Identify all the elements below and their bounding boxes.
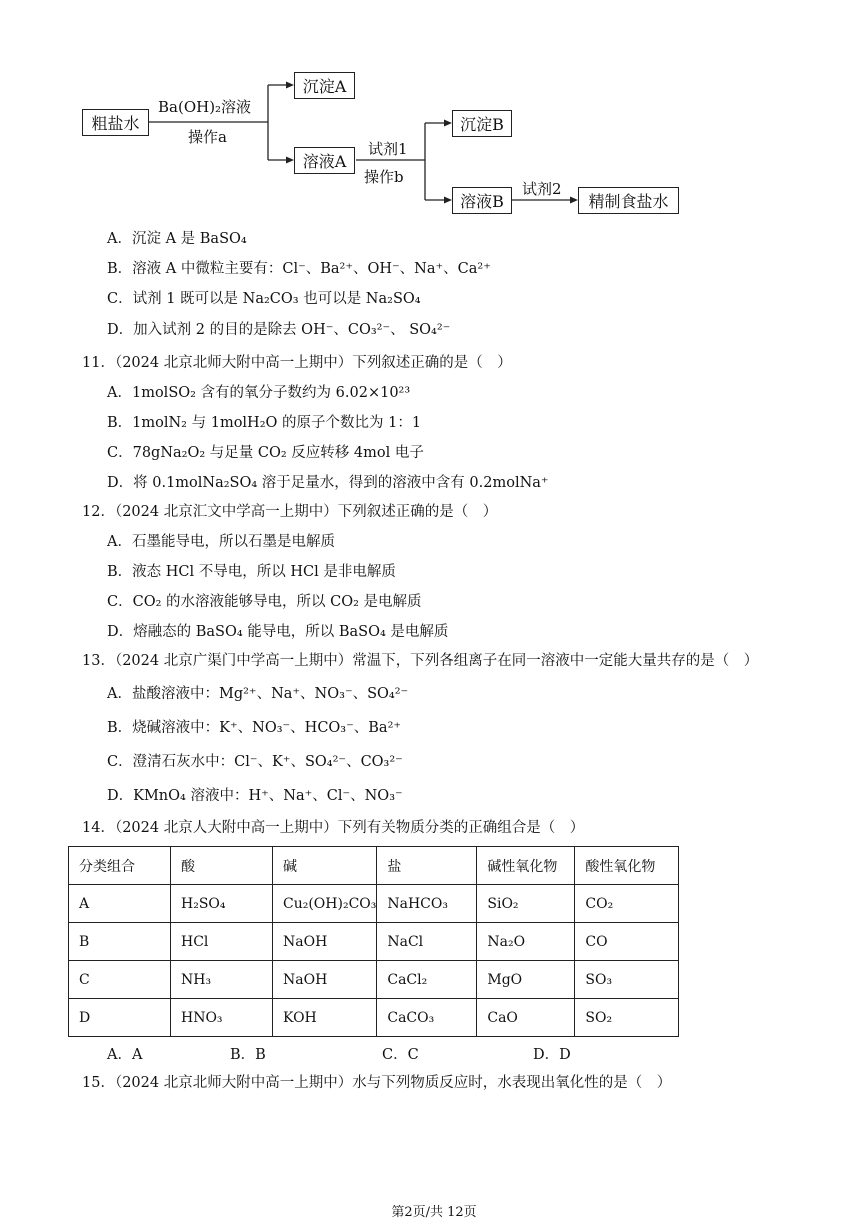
table-row <box>69 999 679 1037</box>
precip-b-label: 沉淀B <box>460 115 504 134</box>
q12-stem: 12．（2024 北京汇文中学高一上期中）下列叙述正确的是（ ） <box>82 504 498 520</box>
start-box <box>82 109 149 136</box>
final-label: 精制食盐水 <box>588 192 669 211</box>
table-cell: CaO <box>477 999 575 1037</box>
q14-stem: 14．（2024 北京人大附中高一上期中）下列有关物质分类的正确组合是（ ） <box>82 820 585 836</box>
table-header-cell: 盐 <box>377 847 477 885</box>
table-cell: SO₃ <box>575 961 679 999</box>
table-cell: SiO₂ <box>477 885 575 923</box>
table-row <box>69 885 679 923</box>
mid-reagent-label: 试剂1 <box>368 140 408 158</box>
table-cell: CO₂ <box>575 885 679 923</box>
q11-option-d: D．将 0.1molNa₂SO₄ 溶于足量水，得到的溶液中含有 0.2molNa⁺ <box>107 475 549 491</box>
table-cell: KOH <box>273 999 377 1037</box>
table-header-cell: 分类组合 <box>69 847 171 885</box>
table-cell: NaOH <box>273 961 377 999</box>
top-op-label: 操作a <box>188 128 227 146</box>
q10-option-b: B．溶液 A 中微粒主要有：Cl⁻、Ba²⁺、OH⁻、Na⁺、Ca²⁺ <box>107 261 491 277</box>
q12-option-d: D．熔融态的 BaSO₄ 能导电，所以 BaSO₄ 是电解质 <box>107 624 449 640</box>
table-header-cell: 碱 <box>273 847 377 885</box>
page-footer: 第2页/共 12页 <box>391 1205 477 1220</box>
table-cell: HCl <box>171 923 273 961</box>
q13-option-d: D．KMnO₄ 溶液中：H⁺、Na⁺、Cl⁻、NO₃⁻ <box>107 788 403 804</box>
table-cell: B <box>69 923 171 961</box>
table-row <box>69 923 679 961</box>
q14-answer-c: C．C <box>382 1047 419 1063</box>
q14-answer-a: A．A <box>107 1047 143 1063</box>
q14-answer-d: D．D <box>533 1047 571 1063</box>
table-cell: MgO <box>477 961 575 999</box>
sol-b-label: 溶液B <box>460 192 504 211</box>
top-reagent-label: Ba(OH)₂溶液 <box>158 98 252 116</box>
mid-op-label: 操作b <box>364 168 404 186</box>
table-header-cell: 碱性氧化物 <box>477 847 575 885</box>
q12-option-c: C．CO₂ 的水溶液能够导电，所以 CO₂ 是电解质 <box>107 594 422 610</box>
table-cell: HNO₃ <box>171 999 273 1037</box>
table-cell: CO <box>575 923 679 961</box>
table-cell: C <box>69 961 171 999</box>
table-cell: NH₃ <box>171 961 273 999</box>
q13-stem: 13．（2024 北京广渠门中学高一上期中）常温下，下列各组离子在同一溶液中一定能大量共存的是（ ） <box>82 653 759 669</box>
table-cell: H₂SO₄ <box>171 885 273 923</box>
reagent2-label: 试剂2 <box>522 180 562 198</box>
q10-option-d: D．加入试剂 2 的目的是除去 OH⁻、CO₃²⁻、 SO₄²⁻ <box>107 322 451 338</box>
table-cell: CaCO₃ <box>377 999 477 1037</box>
q14-answer-b: B．B <box>230 1047 266 1063</box>
table-cell: SO₂ <box>575 999 679 1037</box>
sol-a-label: 溶液A <box>302 152 347 171</box>
q12-option-b: B．液态 HCl 不导电，所以 HCl 是非电解质 <box>107 564 396 580</box>
q13-option-a: A．盐酸溶液中：Mg²⁺、Na⁺、NO₃⁻、SO₄²⁻ <box>107 686 409 702</box>
precip-a-box <box>294 72 355 99</box>
table-header-cell: 酸 <box>171 847 273 885</box>
q10-option-a: A．沉淀 A 是 BaSO₄ <box>107 231 247 247</box>
sol-b-box <box>452 187 512 214</box>
table-cell: NaOH <box>273 923 377 961</box>
q11-option-b: B．1molN₂ 与 1molH₂O 的原子个数比为 1：1 <box>107 415 422 431</box>
q11-stem: 11．（2024 北京北师大附中高一上期中）下列叙述正确的是（ ） <box>82 355 512 371</box>
table-cell: CaCl₂ <box>377 961 477 999</box>
table-cell: NaCl <box>377 923 477 961</box>
q11-option-a: A．1molSO₂ 含有的氧分子数约为 6.02×10²³ <box>107 385 411 401</box>
q12-option-a: A．石墨能导电，所以石墨是电解质 <box>107 534 335 550</box>
table-cell: A <box>69 885 171 923</box>
final-box <box>578 187 679 214</box>
table-cell: NaHCO₃ <box>377 885 477 923</box>
q15-stem: 15．（2024 北京北师大附中高一上期中）水与下列物质反应时，水表现出氧化性的是（ ） <box>82 1075 672 1091</box>
sol-a-box <box>294 147 355 174</box>
table-cell: D <box>69 999 171 1037</box>
precip-a-label: 沉淀A <box>302 77 347 96</box>
q13-option-b: B．烧碱溶液中：K⁺、NO₃⁻、HCO₃⁻、Ba²⁺ <box>107 720 402 736</box>
q11-option-c: C．78gNa₂O₂ 与足量 CO₂ 反应转移 4mol 电子 <box>107 445 424 461</box>
precip-b-box <box>452 110 512 137</box>
table-header-row <box>69 847 679 885</box>
q13-option-c: C．澄清石灰水中：Cl⁻、K⁺、SO₄²⁻、CO₃²⁻ <box>107 754 403 770</box>
table-cell: Cu₂(OH)₂CO₃ <box>273 885 377 923</box>
table-row <box>69 961 679 999</box>
classification-table <box>68 846 679 1037</box>
table-header-cell: 酸性氧化物 <box>575 847 679 885</box>
q10-option-c: C．试剂 1 既可以是 Na₂CO₃ 也可以是 Na₂SO₄ <box>107 291 421 307</box>
start-label: 粗盐水 <box>91 114 140 133</box>
table-cell: Na₂O <box>477 923 575 961</box>
